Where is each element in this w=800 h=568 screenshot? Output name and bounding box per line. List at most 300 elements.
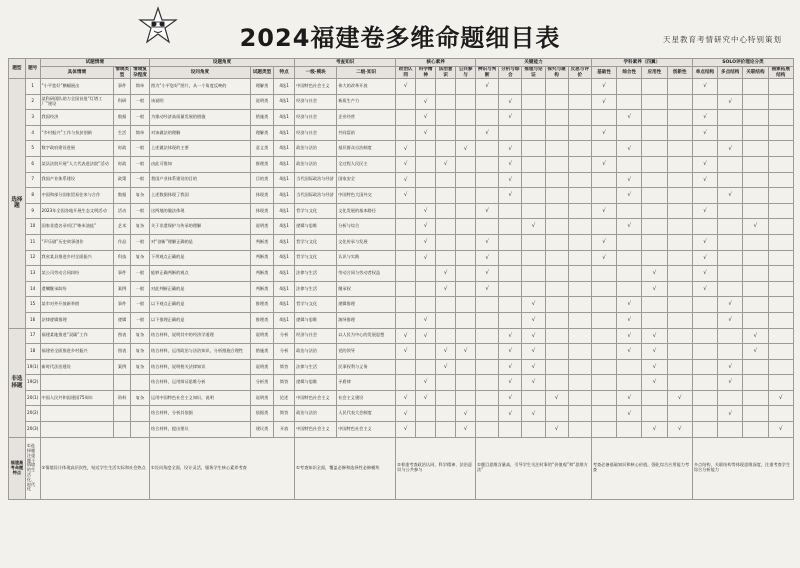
table-row [9,250,794,266]
col-sub-header: 法治意识 [436,67,456,79]
check-cell [476,188,499,204]
check-cell [545,344,568,360]
check-cell [768,297,793,313]
check-cell [743,172,768,188]
analysis-literacy: ②着重考查政治认同、科学精神、法治意识与公共参与 [396,437,476,499]
check-cell: √ [522,344,545,360]
check-cell: √ [416,250,436,266]
question-type: 目的类 [250,172,273,188]
analysis-context: ①情境设计体现高层次性，贴近学生生活实际和社会热点 [40,437,149,499]
knowledge-point: 分析与综合 [337,219,396,235]
section-nonchoice: 非选择题 [9,328,26,437]
check-cell [743,141,768,157]
check-cell [545,281,568,297]
knowledge-module: 当代国际政治与经济 [295,172,337,188]
check-cell [456,328,476,344]
check-cell [396,250,416,266]
check-cell [743,422,768,438]
check-cell: √ [416,375,436,391]
question-feature: 简答 [274,375,295,391]
check-cell [768,359,793,375]
check-cell: √ [692,250,717,266]
knowledge-point: 演绎推理 [337,312,396,328]
check-cell [591,359,616,375]
check-cell: √ [642,344,667,360]
check-cell [692,422,717,438]
check-cell [642,94,667,110]
knowledge-point: 国家安全 [337,172,396,188]
check-cell [522,94,545,110]
check-cell [499,250,522,266]
check-cell [456,219,476,235]
context-cell: 我国产业体系建设 [40,172,114,188]
check-cell [499,281,522,297]
question-angle: 下列观点正确的是 [149,250,250,266]
check-cell: √ [591,79,616,95]
check-cell: √ [396,172,416,188]
check-cell: √ [545,422,568,438]
check-cell: √ [642,422,667,438]
check-cell [768,234,793,250]
check-cell [476,141,499,157]
context-type: 政策 [114,172,131,188]
check-cell [667,359,692,375]
knowledge-point: 民事权利与义务 [337,359,396,375]
check-cell: √ [522,312,545,328]
check-cell [667,141,692,157]
check-cell [456,172,476,188]
check-cell [617,281,642,297]
analysis-choice: ①选择题注重题干情境的生活化、时代化 [25,437,40,499]
check-cell [768,344,793,360]
check-cell: √ [591,94,616,110]
check-cell [522,188,545,204]
check-cell [476,156,499,172]
check-cell [591,297,616,313]
check-cell [642,110,667,126]
check-cell [568,94,591,110]
check-cell [456,94,476,110]
knowledge-module: 哲学与文化 [295,250,337,266]
check-cell [617,250,642,266]
context-type: 图表 [114,344,131,360]
check-cell [568,328,591,344]
check-cell: √ [396,406,416,422]
check-cell [617,422,642,438]
check-cell [617,234,642,250]
check-cell: √ [476,281,499,297]
question-type: 说明类 [250,390,273,406]
check-cell [743,406,768,422]
question-number: 19(1) [25,359,40,375]
question-angle: 结合材料，说明相关法律知识 [149,359,250,375]
check-cell [667,297,692,313]
check-cell [591,406,616,422]
check-cell [476,172,499,188]
check-cell [718,328,743,344]
knowledge-point: 伟大的改革开放 [337,79,396,95]
col-group-angle: 设题角度 [149,59,294,67]
check-cell [768,406,793,422]
check-cell [591,375,616,391]
col-sub-header: 探究与建构 [545,67,568,79]
context-cell: “小平您好”横幅展出 [40,79,114,95]
check-cell: √ [499,188,522,204]
check-cell: √ [416,125,436,141]
question-number: 14 [25,281,40,297]
check-cell: √ [499,172,522,188]
check-cell [476,328,499,344]
check-cell [436,79,456,95]
check-cell [436,110,456,126]
check-cell [617,359,642,375]
check-cell [568,375,591,391]
check-cell [768,125,793,141]
check-cell: √ [617,188,642,204]
check-cell [768,281,793,297]
check-cell: √ [436,359,456,375]
check-cell [476,422,499,438]
check-cell [568,156,591,172]
question-number: 4 [25,125,40,141]
check-cell: √ [396,79,416,95]
question-type: 判断类 [250,250,273,266]
check-cell: √ [591,203,616,219]
check-cell: √ [456,344,476,360]
check-cell [436,328,456,344]
check-cell [456,390,476,406]
page-subtitle: 天星教育考情研究中心特别策划 [663,35,782,44]
check-cell: √ [617,328,642,344]
question-number: 6 [25,156,40,172]
complexity: 复杂 [131,250,150,266]
check-cell [692,359,717,375]
check-cell: √ [476,234,499,250]
table-row [9,110,794,126]
question-angle: 对“创新”理解正确的是 [149,234,250,250]
check-cell: √ [499,328,522,344]
context-cell: 我省某县推进乡村全面振兴 [40,250,114,266]
question-number: 13 [25,266,40,282]
check-cell [522,110,545,126]
context-type: 生活 [114,125,131,141]
complexity: 简单 [131,79,150,95]
check-cell [718,172,743,188]
check-cell [545,234,568,250]
check-cell [667,281,692,297]
check-cell [545,125,568,141]
check-cell [692,344,717,360]
check-cell [545,297,568,313]
check-cell [456,375,476,391]
knowledge-module: 中国特色社会主义 [295,79,337,95]
check-cell: √ [591,125,616,141]
question-angle: 对该做法的理解 [149,125,250,141]
check-cell: √ [436,281,456,297]
check-cell [718,203,743,219]
check-cell: √ [718,406,743,422]
question-type: 推理类 [250,312,273,328]
check-cell: √ [692,172,717,188]
knowledge-point: 基层群众自治制度 [337,141,396,157]
check-cell [591,422,616,438]
table-row [9,375,794,391]
col-sub-header: 政治认同 [396,67,416,79]
check-cell [522,422,545,438]
check-cell [456,281,476,297]
check-cell: √ [617,406,642,422]
check-cell [568,110,591,126]
check-cell [743,94,768,110]
check-cell [456,297,476,313]
knowledge-point: 文化发展的基本路径 [337,203,396,219]
check-cell [718,79,743,95]
col-sub-header: 抽象拓展结构 [768,67,793,79]
check-cell [416,266,436,282]
complexity: 一般 [131,156,150,172]
check-cell: √ [396,344,416,360]
analysis-angle: ①设问角度全面，设计灵活，服务学生核心素养考查 [149,437,294,499]
context-cell: 某科研团队助力全国首批“灯塔工厂”建设 [40,94,114,110]
check-cell [642,390,667,406]
check-cell [568,219,591,235]
check-cell [667,312,692,328]
question-angle: 对此判断正确的是 [149,281,250,297]
check-cell [476,110,499,126]
col-sub-header: 科学精神 [416,67,436,79]
check-cell [768,219,793,235]
check-cell [642,297,667,313]
question-type: 推理类 [250,156,273,172]
table-row [9,312,794,328]
table-row [9,203,794,219]
check-cell [743,390,768,406]
context-cell: 2023年全国各地开展生态文明活动 [40,203,114,219]
check-cell [718,219,743,235]
check-cell: √ [591,156,616,172]
context-type: 事件 [114,297,131,313]
check-cell [545,141,568,157]
check-cell [568,125,591,141]
check-cell [591,110,616,126]
check-cell [522,281,545,297]
check-cell [476,219,499,235]
check-cell [522,250,545,266]
check-cell [642,234,667,250]
check-cell: √ [499,375,522,391]
check-cell [667,406,692,422]
check-cell: √ [396,422,416,438]
table-row [9,406,794,422]
question-feature: 4选1 [274,281,295,297]
question-type: 判断类 [250,234,273,250]
check-cell [591,312,616,328]
check-cell [436,141,456,157]
col-sub-header: 综合性 [617,67,642,79]
check-cell [456,312,476,328]
question-feature: 4选1 [274,297,295,313]
check-cell: √ [476,79,499,95]
question-feature: 4选1 [274,250,295,266]
check-cell: √ [591,250,616,266]
question-feature: 开放 [274,422,295,438]
context-cell: 福建某地推进“双碳”工作 [40,328,114,344]
check-cell [476,390,499,406]
check-cell [545,406,568,422]
check-cell: √ [718,141,743,157]
analysis-knowledge: ①考查知识全面，覆盖必修和选择性必修模块 [295,437,396,499]
col-sub-header: 多点结构 [718,67,743,79]
check-cell [396,94,416,110]
question-angle: 以下观点正确的是 [149,297,250,313]
check-cell [718,110,743,126]
check-cell [545,375,568,391]
check-cell [692,188,717,204]
check-cell [499,234,522,250]
question-type: 说明类 [250,219,273,235]
knowledge-point: 逻辑推理 [337,297,396,313]
check-cell [436,125,456,141]
table-row [9,281,794,297]
check-cell [743,188,768,204]
check-cell: √ [416,328,436,344]
check-cell: √ [617,312,642,328]
table-row [9,94,794,110]
check-cell [692,94,717,110]
check-cell: √ [545,390,568,406]
knowledge-point: 共同富裕 [337,125,396,141]
knowledge-module: 法律与生活 [295,281,337,297]
complexity: 一般 [131,281,150,297]
check-cell [667,375,692,391]
knowledge-point: 中国特色社会主义 [337,422,396,438]
check-cell [718,422,743,438]
check-cell [617,79,642,95]
check-cell [768,188,793,204]
col-sub-header: 情境类型 [115,67,129,78]
check-cell [667,110,692,126]
col-group-ability: 关键能力 [476,59,592,67]
check-cell [667,79,692,95]
question-feature: 4选1 [274,219,295,235]
check-cell: √ [499,110,522,126]
check-cell: √ [416,110,436,126]
context-cell: 中国人民共和国建国75周年 [40,390,114,406]
question-type: 判断类 [250,266,273,282]
complexity: 复杂 [131,328,150,344]
check-cell: √ [718,94,743,110]
question-number: 20(1) [25,390,40,406]
context-type: 科研 [114,94,131,110]
check-cell: √ [396,328,416,344]
question-angle: 结合材料，说明其中的经济学道理 [149,328,250,344]
check-cell: √ [692,266,717,282]
check-cell [591,328,616,344]
question-type: 措施类 [250,110,273,126]
knowledge-point: 文化传承与发展 [337,234,396,250]
check-cell [456,125,476,141]
question-feature: 4选1 [274,125,295,141]
check-cell [522,266,545,282]
check-cell [743,359,768,375]
complexity: 一般 [131,312,150,328]
check-cell [667,344,692,360]
analysis-wings: 考查必备基础知识和核心价值，强化综合应用能力考查 [591,437,692,499]
check-cell [642,219,667,235]
check-cell [396,125,416,141]
table-row [9,234,794,250]
complexity: 复杂 [131,219,150,235]
check-cell [568,297,591,313]
check-cell [436,234,456,250]
check-cell [718,344,743,360]
check-cell [642,188,667,204]
question-angle: 结合材料，运用政治与法治知识，分析措施合理性 [149,344,250,360]
col-group-wings: 学科素养（四翼） [591,59,692,67]
check-cell [456,266,476,282]
col-sub-header: 推理与论证 [522,67,545,79]
knowledge-module: 经济与社会 [295,125,337,141]
check-cell [416,297,436,313]
check-cell: √ [718,359,743,375]
check-cell: √ [743,344,768,360]
check-cell [642,312,667,328]
check-cell [768,266,793,282]
knowledge-point: 认识与实践 [337,250,396,266]
check-cell [545,110,568,126]
question-feature: 简答 [274,359,295,375]
check-cell: √ [456,422,476,438]
table-row [9,141,794,157]
complexity: 一般 [131,234,150,250]
check-cell: √ [692,125,717,141]
check-cell: √ [522,328,545,344]
check-cell [667,156,692,172]
check-cell [396,234,416,250]
check-cell [416,344,436,360]
check-cell: √ [768,422,793,438]
question-number: 19(2) [25,375,40,391]
question-angle: 上述做法体现的主要 [149,141,250,157]
check-cell: √ [476,250,499,266]
check-cell [642,250,667,266]
check-cell [545,219,568,235]
check-cell: √ [416,234,436,250]
check-cell: √ [522,406,545,422]
check-cell [499,266,522,282]
context-cell: “乡村振兴”工作与扶贫创新 [40,125,114,141]
check-cell [642,406,667,422]
check-cell [522,156,545,172]
check-cell [743,281,768,297]
check-cell [718,390,743,406]
knowledge-module: 中国特色社会主义 [295,422,337,438]
question-type: 理解类 [250,125,273,141]
check-cell [568,390,591,406]
context-cell [40,422,114,438]
knowledge-point: 全过程人民民主 [337,156,396,172]
col-sub-header: 分析与综合 [499,67,522,79]
question-type: 建议类 [250,422,273,438]
context-type: 案例 [114,359,131,375]
check-cell [416,188,436,204]
check-cell [768,79,793,95]
check-cell [436,203,456,219]
check-cell [591,172,616,188]
knowledge-point: 社会主义建设 [337,390,396,406]
col-sub-header: 试题类型 [250,67,273,79]
check-cell [617,94,642,110]
